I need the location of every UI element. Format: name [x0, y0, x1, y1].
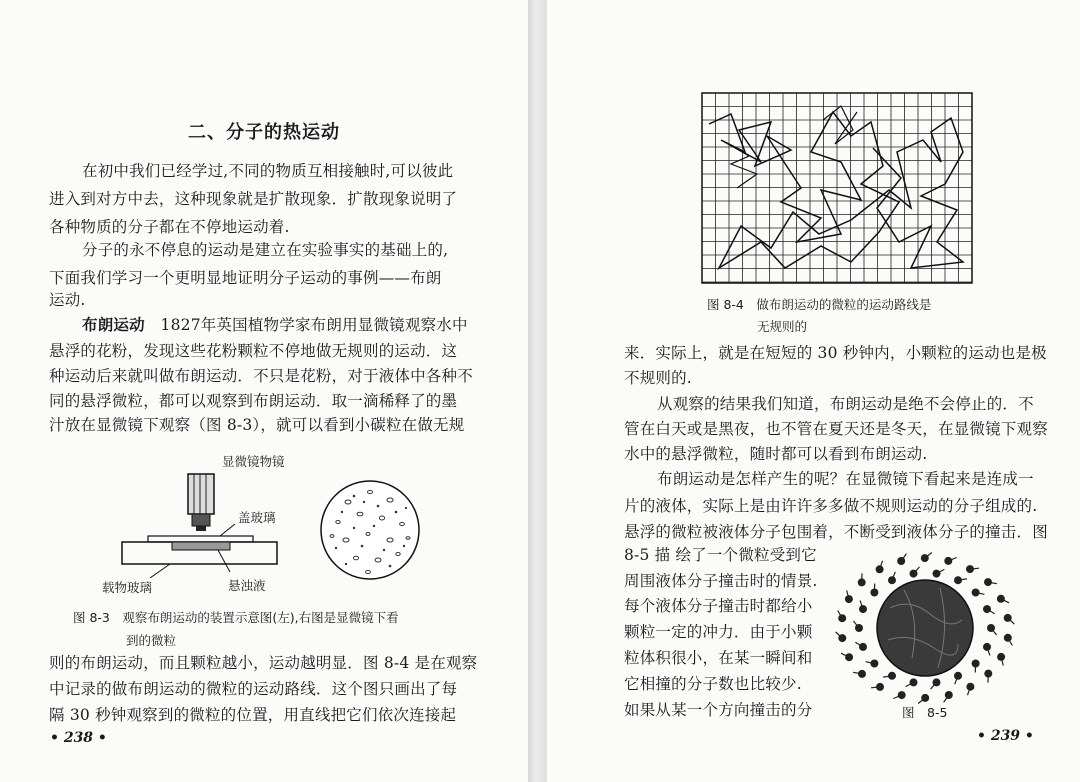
liquid-molecule — [838, 614, 846, 622]
right-page — [547, 0, 1080, 782]
caption-line: 图 8-3 观察布朗运动的装置示意图(左),右图是显微镜下看 — [73, 610, 399, 625]
section-title: 二、分子的热运动 — [188, 122, 340, 143]
paragraph-line: 周围液体分子撞击时的情景. — [624, 572, 818, 590]
paragraph-line: 水中的悬浮微粒，随时都可以看到布朗运动. — [624, 445, 928, 463]
liquid-molecule — [888, 576, 896, 584]
liquid-molecule — [898, 691, 906, 699]
paragraph-line: 运动. — [49, 291, 86, 309]
figure-8-5-particle — [830, 548, 1020, 708]
paragraph-line: 不规则的. — [624, 369, 692, 387]
paragraph-line: 各种物质的分子都在不停地运动着. — [49, 218, 290, 236]
paragraph-line: 片的液体，实际上是由许许多多做不规则运动的分子组成的. — [624, 497, 1038, 515]
paragraph-line: 悬浮的花粉，发现这些花粉颗粒不停地做无规则的运动．这 — [49, 342, 458, 360]
liquid-molecule — [859, 643, 867, 651]
keyword-brownian: 布朗运动 — [82, 316, 145, 334]
paragraph-line: 每个液体分子撞击时都给小 — [624, 597, 813, 615]
paragraph-line: 在初中我们已经学过,不同的物质互相接触时,可以彼此 — [82, 162, 454, 180]
caption-line: 到的微粒 — [126, 633, 177, 648]
liquid-molecule — [1004, 634, 1012, 642]
paragraph-line: 汁放在显微镜下观察（图 8-3），就可以看到小碳粒在做无规 — [49, 416, 465, 434]
microscope-view-figure — [318, 478, 422, 582]
paragraph-line: 如果从某一个方向撞击的分 — [624, 701, 813, 719]
page-number: • 239 • — [977, 728, 1034, 744]
paragraph-line: 则的布朗运动，而且颗粒越小，运动越明显．图 8-4 是在观察 — [49, 654, 478, 672]
paragraph-line: 同的悬浮微粒，都可以观察到布朗运动．取一滴稀释了的墨 — [49, 392, 458, 410]
liquid-molecule — [983, 605, 991, 613]
caption-8-5: 图 8-5 — [902, 705, 948, 720]
paragraph-line: 8-5 描 绘了一个微粒受到它 — [624, 546, 817, 564]
paragraph-line: 进入到对方中去，这种现象就是扩散现象．扩散现象说明了 — [49, 190, 458, 208]
paragraph-line: 悬浮的微粒被液体分子包围着，不断受到液体分子的撞击．图 — [624, 523, 1048, 541]
paragraph-line: 从观察的结果我们知道，布朗运动是绝不会停止的．不 — [657, 395, 1034, 413]
caption-8-4-line: 无规则的 — [757, 319, 808, 334]
label-cover-glass: 盖玻璃 — [238, 510, 276, 525]
paragraph-line: 颗粒一定的冲力．由于小颗 — [624, 623, 813, 641]
label-objective: 显微镜物镜 — [222, 454, 285, 469]
figure-8-4-path — [701, 92, 973, 284]
paragraph-line — [82, 312, 468, 340]
paragraph-line: 管在白天或是黑夜，也不管在夏天还是冬天，在显微镜下观察 — [624, 420, 1048, 438]
book-gutter — [528, 0, 547, 782]
paragraph-line: 布朗运动是怎样产生的呢？在显微镜下看起来是连成一 — [657, 470, 1034, 488]
page-number: • 238 • — [50, 730, 107, 746]
liquid-molecule — [944, 557, 952, 565]
paragraph-line: 粒体积很小，在某一瞬间和 — [624, 649, 813, 667]
paragraph-text: 1827年英国植物学家布朗用显微镜观察水中 — [160, 316, 468, 334]
paragraph-line: 下面我们学习一个更明显地证明分子运动的事例——布朗 — [49, 269, 442, 287]
label-slide: 载物玻璃 — [102, 580, 153, 595]
caption-8-4-line: 图 8-4 做布朗运动的微粒的运动路线是 — [707, 297, 932, 312]
paragraph-line: 它相撞的分子数也比较少. — [624, 675, 802, 693]
liquid-molecule — [954, 672, 962, 680]
paragraph-line: 中记录的做布朗运动的微粒的运动路线．这个图只画出了每 — [49, 680, 458, 698]
paragraph-line: 来．实际上，就是在短短的 30 秒钟内，小颗粒的运动也是极 — [624, 344, 1047, 362]
paragraph-line: 种运动后来就叫做布朗运动．不只是花粉，对于液体中各种不 — [49, 367, 473, 385]
paragraph-line: 隔 30 秒钟观察到的微粒的位置，用直线把它们依次连接起 — [49, 706, 457, 724]
label-suspension: 悬浊液 — [228, 578, 266, 593]
paragraph-line: 分子的永不停息的运动是建立在实验事实的基础上的, — [82, 241, 449, 259]
left-page — [0, 0, 528, 782]
